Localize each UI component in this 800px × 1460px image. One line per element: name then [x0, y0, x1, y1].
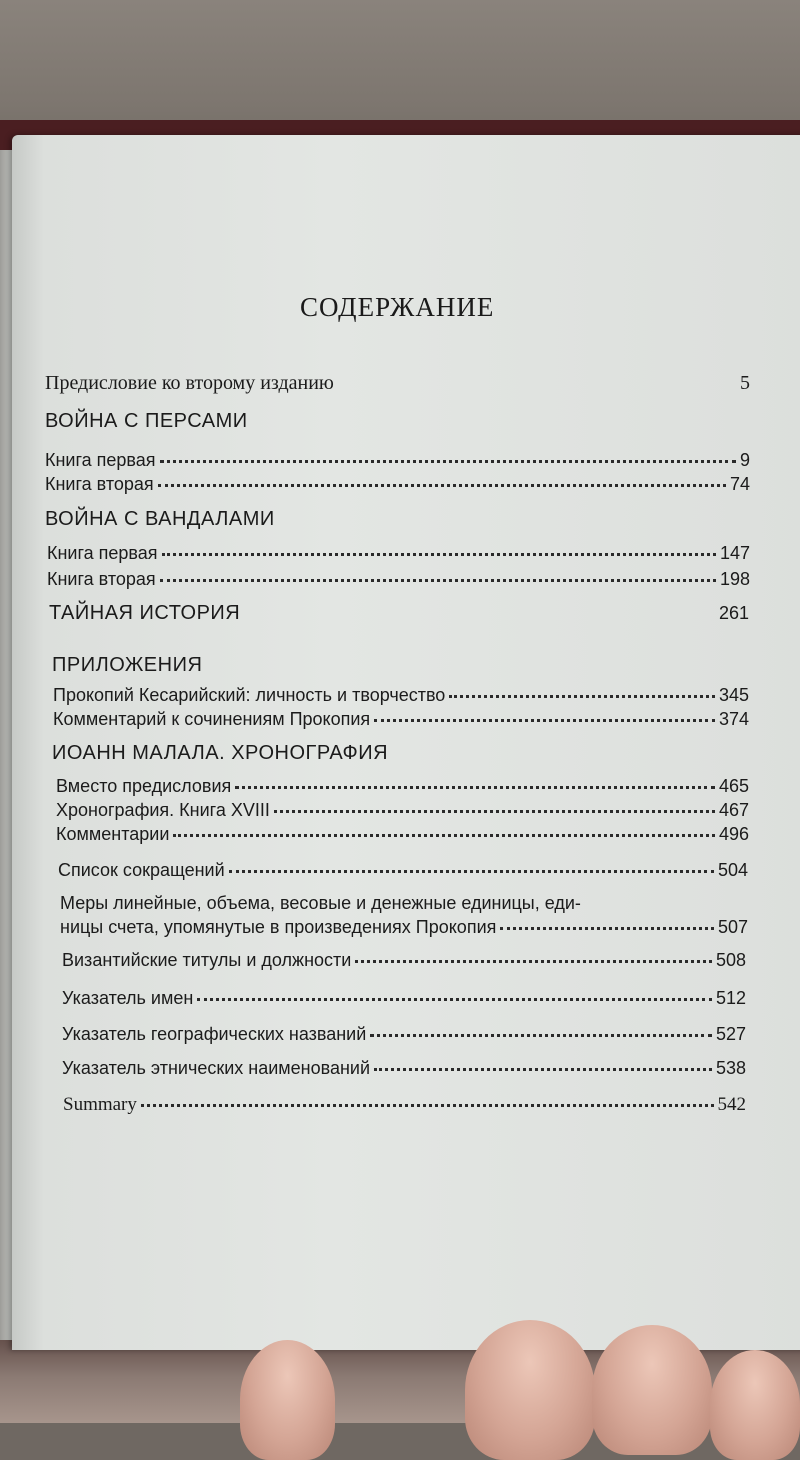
- toc-entry-label: Книга первая: [47, 543, 158, 563]
- toc-leader: [229, 870, 714, 873]
- toc-entry: [62, 1024, 746, 1045]
- toc-entry-label: Книга вторая: [47, 569, 156, 589]
- toc-entry-page: 542: [717, 1094, 746, 1115]
- toc-entry-label: Вместо предисловия: [56, 776, 232, 796]
- toc-entry-label-line1: Меры линейные, объема, весовые и денежные единицы, еди-: [60, 893, 581, 913]
- toc-leader: [274, 810, 715, 813]
- toc-entry-label: Прокопий Кесарийский: личность и творчество: [53, 685, 446, 705]
- finger: [592, 1325, 712, 1455]
- toc-entry-page: 147: [719, 543, 750, 563]
- toc-entry: [45, 450, 750, 471]
- finger: [240, 1340, 335, 1460]
- toc-entry-label: Хронография. Книга XVIII: [56, 800, 270, 820]
- toc-section-heading: ВОЙНА С ВАНДАЛАМИ: [45, 508, 275, 530]
- toc-leader: [355, 960, 712, 963]
- toc-leader: [158, 484, 726, 487]
- toc-entry: [60, 917, 748, 938]
- toc-entry: [53, 685, 749, 706]
- toc-entry-label: Указатель этнических наименований: [62, 1058, 371, 1078]
- toc-entry-page: 9: [739, 450, 750, 470]
- toc-leader: [370, 1034, 712, 1037]
- toc-leader: [235, 786, 715, 789]
- toc-entry-label: ТАЙНАЯ ИСТОРИЯ: [49, 602, 241, 624]
- toc-section-heading: ИОАНН МАЛАЛА. ХРОНОГРАФИЯ: [52, 742, 389, 764]
- toc-entry-page: 465: [718, 776, 749, 796]
- toc-entry-label: Книга первая: [45, 450, 156, 470]
- toc-leader: [338, 383, 736, 386]
- toc-entry-page: 508: [715, 950, 746, 970]
- toc-leader: [173, 834, 715, 837]
- toc-entry: [45, 372, 750, 395]
- toc-entry-page: 467: [718, 800, 749, 820]
- toc-leader: [141, 1104, 714, 1107]
- toc-entry-page: 261: [718, 603, 749, 623]
- toc-section-heading: ПРИЛОЖЕНИЯ: [52, 654, 203, 676]
- toc-entry-label: Список сокращений: [58, 860, 225, 880]
- toc-entry: [56, 824, 749, 845]
- toc-entry: [62, 1058, 746, 1079]
- toc-entry: [56, 800, 749, 821]
- toc-leader: [160, 579, 716, 582]
- toc-leader: [197, 998, 712, 1001]
- toc-entry-label: Указатель географических названий: [62, 1024, 367, 1044]
- toc-leader: [162, 553, 716, 556]
- toc-entry: [56, 776, 749, 797]
- toc-entry: [63, 1094, 746, 1116]
- toc-entry: [45, 474, 750, 495]
- toc-entry-label: Предисловие ко второму изданию: [45, 372, 334, 394]
- toc-leader: [244, 613, 715, 616]
- toc-entry-label: Summary: [63, 1094, 137, 1115]
- toc-entry-label: Византийские титулы и должности: [62, 950, 352, 970]
- toc-entry-label: Указатель имен: [62, 988, 194, 1008]
- toc-entry-page: 5: [740, 372, 750, 394]
- finger: [710, 1350, 800, 1460]
- toc-entry-page: 504: [717, 860, 748, 880]
- toc-entry-label: Книга вторая: [45, 474, 154, 494]
- toc-entry-label: ницы счета, упомянутые в произведениях Прокопия: [60, 917, 497, 937]
- toc-entry: [53, 709, 749, 730]
- toc-entry-page: 374: [718, 709, 749, 729]
- holding-fingers: [240, 1270, 800, 1423]
- toc-entry-page: 512: [715, 988, 746, 1008]
- toc-entry-page: 527: [715, 1024, 746, 1044]
- toc-entry-label: Комментарии: [56, 824, 170, 844]
- toc-entry-page: 198: [719, 569, 750, 589]
- toc-section-heading: ВОЙНА С ПЕРСАМИ: [45, 410, 248, 432]
- toc-entry-page: 538: [715, 1058, 746, 1078]
- toc-entry-page: 345: [718, 685, 749, 705]
- toc-leader: [374, 719, 715, 722]
- toc-entry: [58, 860, 748, 881]
- toc-leader: [449, 695, 715, 698]
- toc-leader: [500, 927, 714, 930]
- finger: [465, 1320, 595, 1460]
- toc-entry-page: 74: [729, 474, 750, 494]
- toc-entry: [47, 543, 750, 564]
- toc-leader: [160, 460, 736, 463]
- toc-entry: [49, 602, 749, 625]
- page-title: СОДЕРЖАНИЕ: [300, 292, 495, 322]
- toc-entry: [62, 988, 746, 1009]
- toc-entry-page: 496: [718, 824, 749, 844]
- toc-entry: [62, 950, 746, 971]
- toc-entry-page: 507: [717, 917, 748, 937]
- toc-entry-label: Комментарий к сочинениям Прокопия: [53, 709, 371, 729]
- toc-leader: [374, 1068, 712, 1071]
- toc-entry: [47, 569, 750, 590]
